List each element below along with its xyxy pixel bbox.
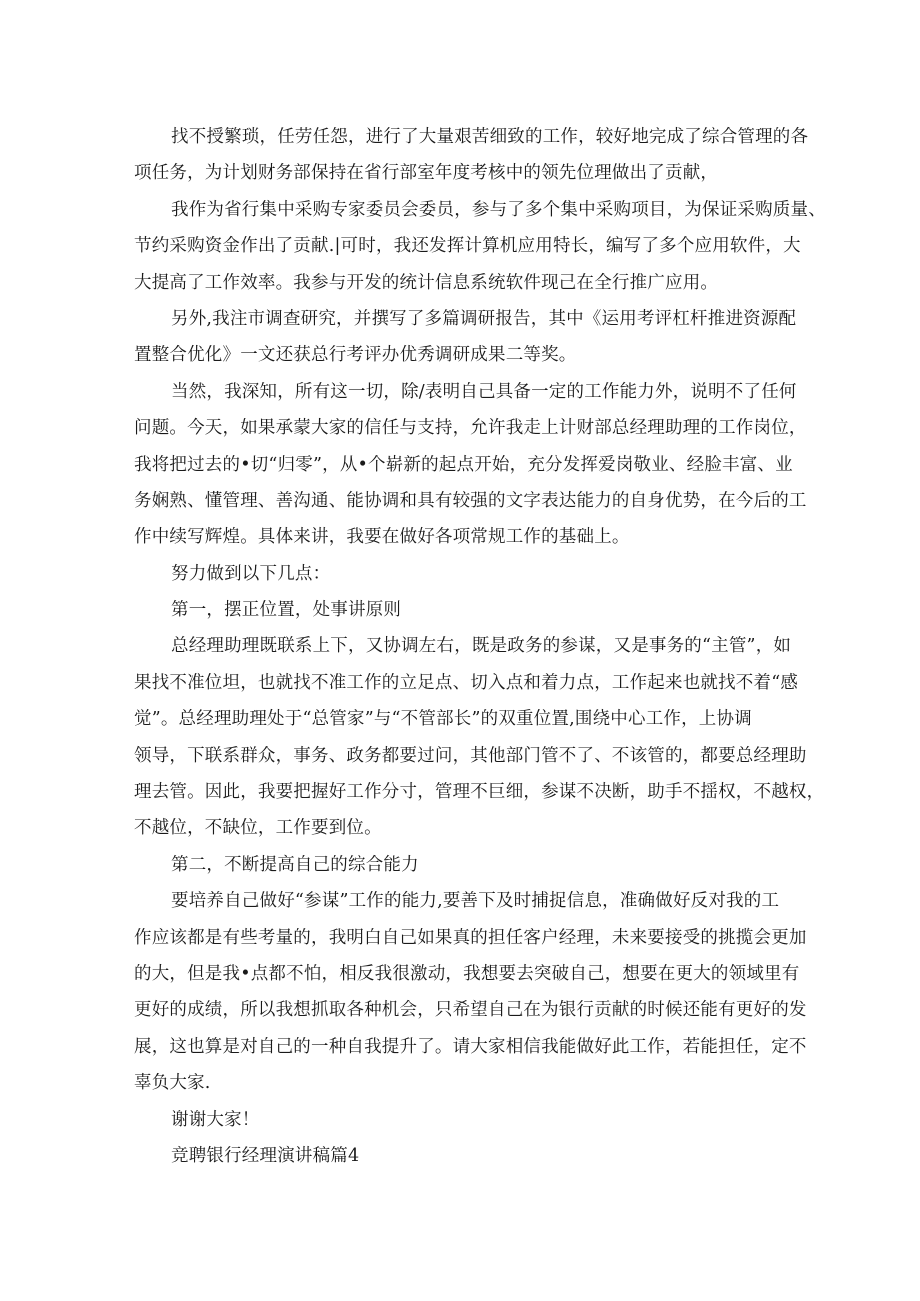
paragraph bbox=[134, 628, 825, 846]
paragraph bbox=[134, 374, 807, 556]
section-heading bbox=[134, 592, 784, 628]
text-line: 辜负大家. bbox=[134, 1073, 211, 1094]
heading-line: 第二，不断提高自己的综合能力 bbox=[171, 854, 419, 875]
document-body bbox=[134, 119, 826, 1174]
text-line: 展，这也算是对自己的一种自我提升了。请大家相信我能做好此工作，若能担任，定不 bbox=[134, 1036, 807, 1057]
text-line: 总经理助理既联系上下，又协调左右，既是政务的参谋，又是事务的“主管”，如 bbox=[171, 636, 792, 657]
text-line: 项任务，为计划财务部保持在省行部室年度考核中的领先位理做出了贡献， bbox=[134, 163, 719, 184]
text-line: 要培养自己做好“参谋”工作的能力,要善下及时捕捉信息，准确做好反对我的工 bbox=[171, 891, 780, 912]
text-line: 谢谢大家！ bbox=[171, 1109, 260, 1130]
text-line: 置整合优化》一文还获总行考评办优秀调研成果二等奖。 bbox=[134, 345, 577, 366]
text-line: 节约采购资金作出了贡献.|可时，我还发挥计算机应用特长，编写了多个应用软件，大 bbox=[134, 236, 801, 257]
text-line: 问题。今天，如果承蒙大家的信任与支持，允许我走上计财部总经理助理的工作岗位， bbox=[134, 418, 807, 439]
text-line: 觉”。总经理助理处于“总管家”与“不管部长”的双重位置,围绕中心工作，上协调 bbox=[134, 709, 752, 730]
text-line: 作中续写辉煌。具体来讲，我要在做好各项常规工作的基础上。 bbox=[134, 527, 630, 548]
paragraph bbox=[134, 301, 797, 374]
text-line: 不越位，不缺位，工作要到位。 bbox=[134, 818, 382, 839]
heading-line: 竞聘银行经理演讲稿篇4 bbox=[171, 1145, 360, 1166]
text-line: 找不授繁琐，任劳任怨，进行了大量艰苦细致的工作，较好地完成了综合管理的各 bbox=[171, 127, 809, 147]
paragraph bbox=[134, 883, 807, 1101]
text-line: 我将把过去的•切“归零”，从•个崭新的起点开始，充分发挥爱岗敬业、经脸丰富、业 bbox=[134, 454, 793, 475]
heading-line: 第一，摆正位置，处事讲原则 bbox=[171, 600, 402, 621]
section-heading bbox=[134, 847, 784, 883]
text-line: 努力做到以下几点： bbox=[171, 563, 331, 584]
paragraph bbox=[134, 119, 809, 192]
text-line: 更好的成绩，所以我想抓取各种机会，只希望自己在为银行贡献的时候还能有更好的发 bbox=[134, 1000, 807, 1021]
text-line: 理去管。因此，我要把握好工作分寸，管理不巨细，参谋不决断，助手不揺权，不越权， bbox=[134, 782, 825, 803]
paragraph bbox=[134, 1102, 784, 1138]
paragraph bbox=[134, 192, 826, 301]
text-line: 另外,我注市调查研究，并撰写了多篇调研报告，其中《运用考评杠杆推进资源配 bbox=[171, 308, 797, 329]
next-section-title bbox=[134, 1138, 784, 1174]
text-line: 我作为省行集中采购专家委员会委员，参与了多个集中采购项目，为保证采购质量、 bbox=[171, 199, 826, 220]
text-line: 果找不准位坦，也就找不准工作的立足点、切入点和着力点，工作起来也就找不着“感 bbox=[134, 672, 799, 693]
text-line: 领导，下联系群众，事务、政务都要过问，其他部门管不了、不该管的，都要总经理助 bbox=[134, 745, 807, 766]
text-line: 作应该都是有些考量的，我明白自己如果真的担任客户经理，未来要接受的挑揽会更加 bbox=[134, 927, 807, 948]
text-line: 的大，但是我•点都不怕，相反我很激动，我想要去突破自己，想要在更大的领域里有 bbox=[134, 963, 800, 984]
text-line: 大提高了工作效率。我参与开发的统计信息系统软件现己在全行推广应用。 bbox=[134, 272, 719, 293]
text-line: 当然，我深知，所有这一切，除/表明自己具备一定的工作能力外，说明不了任何 bbox=[171, 381, 797, 402]
paragraph bbox=[134, 556, 784, 592]
text-line: 务娴熟、懂管理、善沟通、能协调和具有较强的文字表达能力的自身优势，在今后的工 bbox=[134, 490, 807, 511]
